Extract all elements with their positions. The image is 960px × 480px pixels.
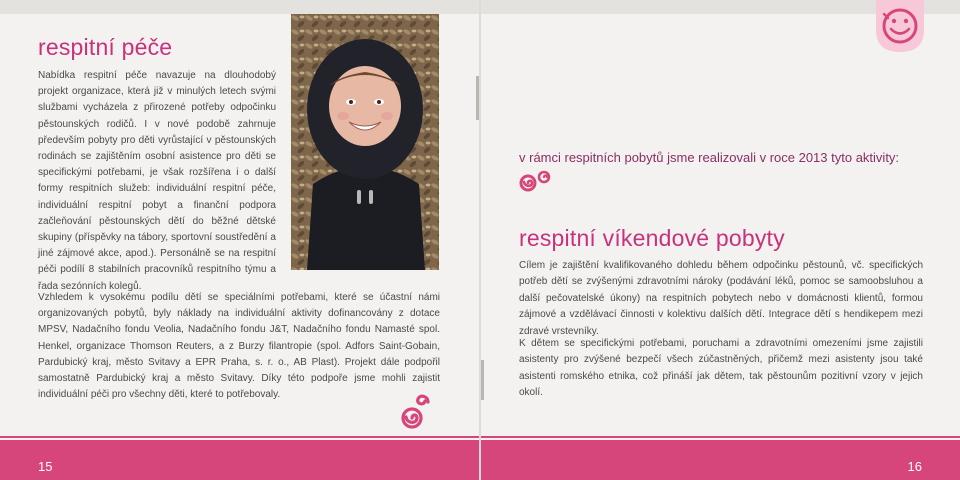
goal-paragraph: Cílem je zajištění kvalifikovaného dohledu během odpočinku pěstounů, vč. specifických potřeb dětí se zvýšenými zdravotními nároky (podávání léků, pomoc se samoobsluhou a další pečovatelské úkony) na respitních pobytech nebo v domácnosti klientů, formou zájmové a vzdělávací činnosti v kolektivu dalších dětí. Integrace dětí s hendikepem mezi zdravé vrstevníky. [519, 260, 923, 337]
page-title: respitní péče [38, 34, 173, 60]
gutter-mark [481, 360, 484, 400]
bottom-band [481, 440, 960, 480]
section-title: respitní víkendové pobyty [519, 225, 785, 251]
intro-paragraph: Nabídka respitní péče navazuje na dlouhodobý projekt organizace, která již v minulých letech svými službami vycházela z přirozené potřeby odpočinku pěstounských rodičů. I v nové podobě zahrnuje především pobyty pro děti vyrůstající v pěstounských rodinách se zajištěním osobní asistence pro děti se specifickými potřebami, je však rozšířena i o další formy respitních služeb: individuální respitní péče, individuální respitní pobyt a finanční podpora začleňování pěstounských dětí do běžné dětské skupiny (příspěvky na tábory, sportovní soustředění a jiné zájmové akce, apod.). Personálně se na respitní péči podílí 8 stabilních pracovníků respitního týmu a řada sezónních kolegů. [38, 70, 276, 292]
bottom-line [481, 436, 960, 438]
bottom-line [0, 436, 479, 438]
funding-paragraph: Vzhledem k vysokému podílu dětí se speciálními potřebami, které se účastní námi organizovaných pobytů, byly náklady na individuální aktivity dofinancovány z dotace MPSV, Nadačního fondu Veolia, Nadačního fondu J&T, Nadačního fondu Namasté spol. Henkel, organizace Thomson Reuters, a z Burzy filantropie (spol. Adfors Saint-Gobain, Pardubický kraj, město Svitavy a EPR Praha, s. r. o., AB Plast). Projekt dále podpořil samostatně Pardubický kraj a město Svitavy. Díky této podpoře jsme mohli zajistit individuální péči pro všechny děti, které to potřebovaly. [38, 292, 440, 401]
spiral-ornament-icon [398, 388, 440, 432]
page-number: 16 [907, 459, 922, 474]
smiley-logo-icon [872, 0, 928, 54]
bottom-band [0, 440, 479, 480]
spiral-ornament-icon [519, 170, 555, 192]
child-photo-illustration [291, 14, 439, 270]
activities-intro: v rámci respitních pobytů jsme realizovali v roce 2013 tyto aktivity: [519, 150, 900, 165]
left-page [0, 0, 479, 480]
page-number: 15 [38, 459, 53, 474]
assistants-paragraph: K dětem se specifickými potřebami, poruchami a zdravotními omezeními jsme zajistili asistenty pro zvýšené bezpečí všech zúčastněných, přičemž mezi asistenty jsou také asistenti romského etnika, což přináší jak dětem, tak pěstounům pozitivní vzory v jejich okolí. [519, 338, 923, 399]
child-photo [291, 14, 439, 270]
top-band [0, 0, 479, 14]
right-page [481, 0, 960, 480]
